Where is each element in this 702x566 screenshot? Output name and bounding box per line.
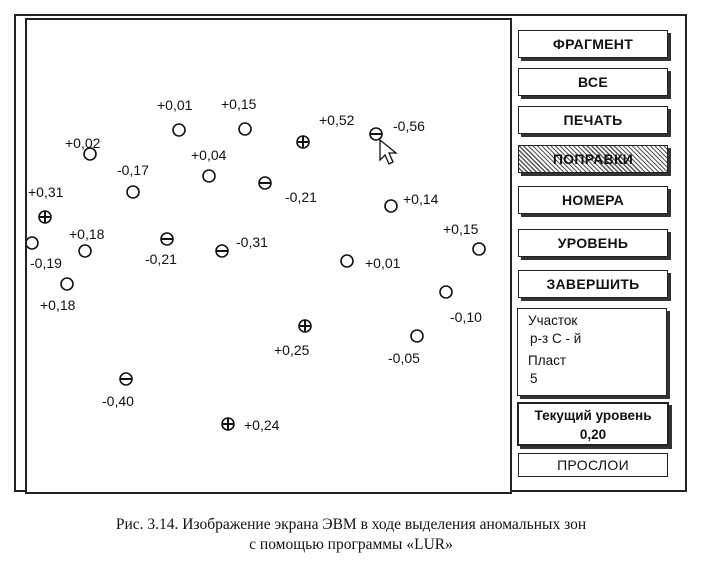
- point-marker[interactable]: [341, 255, 353, 267]
- print-button[interactable]: ПЕЧАТЬ: [518, 106, 668, 134]
- caption-line-2: с помощью программы «LUR»: [249, 536, 453, 553]
- all-button[interactable]: ВСЕ: [518, 68, 668, 96]
- point-value-label: -0,21: [285, 189, 317, 205]
- point-value-label: +0,15: [221, 96, 257, 112]
- point-value-label: +0,14: [403, 191, 439, 207]
- map-plot[interactable]: [27, 20, 510, 492]
- point-marker[interactable]: [173, 124, 185, 136]
- point-marker[interactable]: [259, 177, 271, 189]
- fragment-button[interactable]: ФРАГМЕНТ: [518, 30, 668, 58]
- current-level-label: Текущий уровень: [534, 408, 652, 423]
- point-marker[interactable]: [27, 237, 38, 249]
- point-marker[interactable]: [411, 330, 423, 342]
- level-button[interactable]: УРОВЕНЬ: [518, 229, 668, 257]
- point-marker[interactable]: [216, 245, 228, 257]
- mouse-cursor-icon: [380, 140, 396, 164]
- figure-caption: [0, 515, 702, 555]
- current-level-value: 0,20: [579, 427, 607, 442]
- corrections-button[interactable]: ПОПРАВКИ: [518, 145, 668, 173]
- info-panel: [517, 308, 667, 396]
- point-marker[interactable]: [39, 211, 51, 223]
- point-value-label: -0,19: [30, 255, 62, 271]
- point-marker[interactable]: [299, 320, 311, 332]
- point-value-label: +0,18: [40, 297, 76, 313]
- point-marker[interactable]: [239, 123, 251, 135]
- area-value: р-з С - й: [530, 331, 582, 346]
- point-value-label: +0,02: [65, 135, 101, 151]
- point-marker[interactable]: [120, 373, 132, 385]
- area-label: Участок: [528, 313, 578, 328]
- map-canvas[interactable]: [25, 18, 512, 494]
- point-marker[interactable]: [79, 245, 91, 257]
- caption-line-1: Рис. 3.14. Изображение экрана ЭВМ в ходе выделения аномальных зон: [115, 516, 587, 533]
- point-value-label: +0,01: [365, 255, 401, 271]
- point-value-label: +0,04: [191, 147, 227, 163]
- point-value-label: -0,10: [450, 309, 482, 325]
- point-marker[interactable]: [161, 233, 173, 245]
- finish-button[interactable]: ЗАВЕРШИТЬ: [518, 270, 668, 298]
- point-marker[interactable]: [222, 418, 234, 430]
- point-marker[interactable]: [61, 278, 73, 290]
- layer-label: Пласт: [528, 353, 567, 368]
- point-marker[interactable]: [297, 136, 309, 148]
- point-value-label: +0,01: [157, 97, 193, 113]
- layers-button[interactable]: ПРОСЛОИ: [518, 453, 668, 477]
- point-value-label: -0,31: [236, 234, 268, 250]
- point-marker[interactable]: [370, 128, 382, 140]
- point-value-label: -0,40: [102, 393, 134, 409]
- current-level-panel: [517, 402, 669, 446]
- point-marker[interactable]: [203, 170, 215, 182]
- point-value-label: +0,25: [274, 342, 310, 358]
- point-marker[interactable]: [440, 286, 452, 298]
- numbers-button[interactable]: НОМЕРА: [518, 186, 668, 214]
- point-value-label: +0,24: [244, 417, 280, 433]
- point-marker[interactable]: [127, 186, 139, 198]
- point-value-label: +0,31: [28, 184, 64, 200]
- point-value-label: +0,15: [443, 221, 479, 237]
- point-value-label: +0,52: [319, 112, 355, 128]
- point-value-label: -0,21: [145, 251, 177, 267]
- point-value-label: +0,18: [69, 226, 105, 242]
- point-marker[interactable]: [473, 243, 485, 255]
- layer-value: 5: [530, 371, 538, 386]
- point-value-label: -0,05: [388, 350, 420, 366]
- point-value-label: -0,56: [393, 118, 425, 134]
- point-value-label: -0,17: [117, 162, 149, 178]
- point-marker[interactable]: [385, 200, 397, 212]
